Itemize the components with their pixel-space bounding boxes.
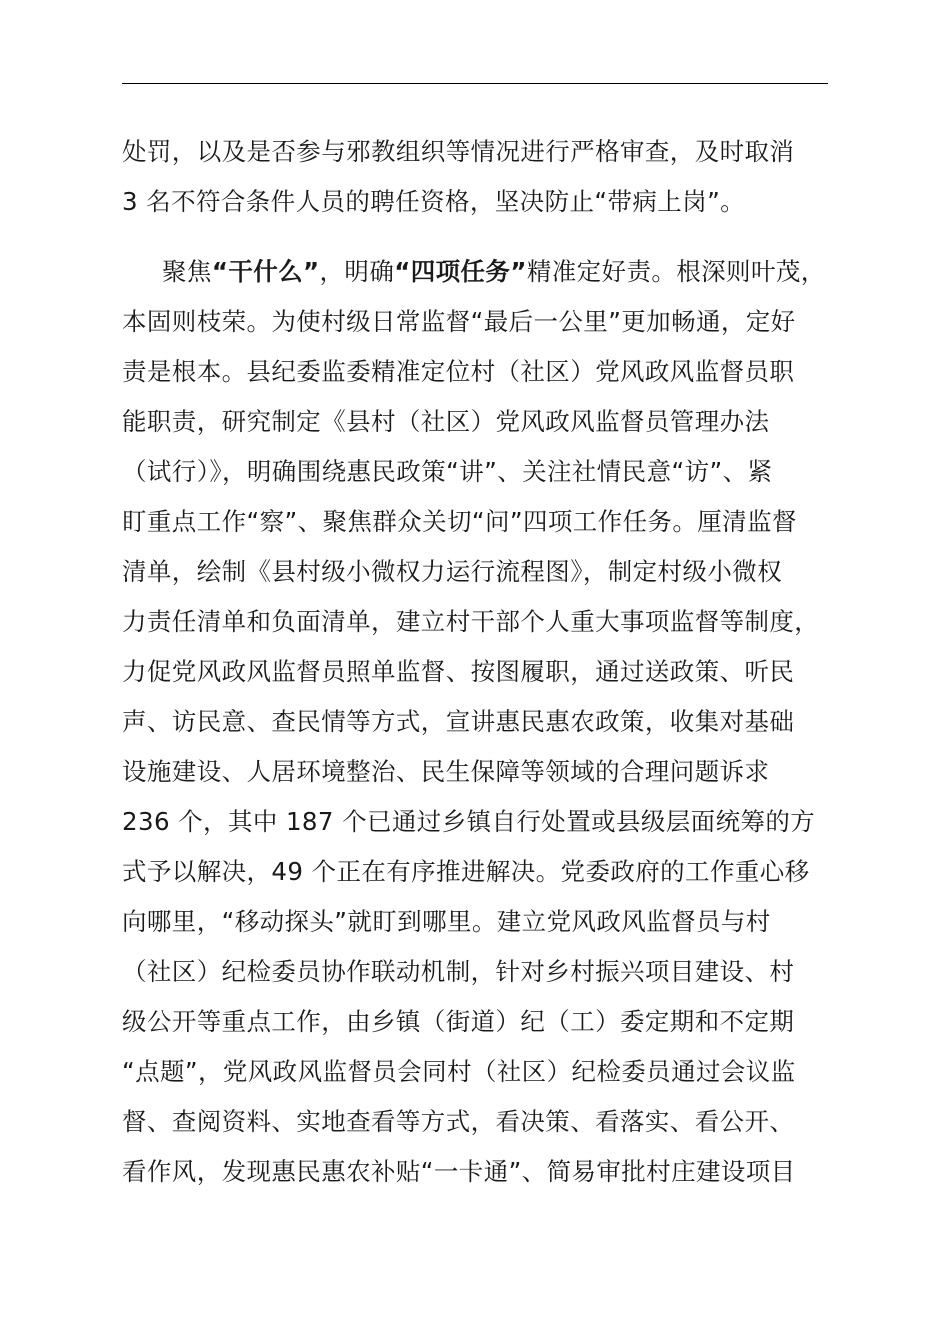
heading-part: 精准定好责。 [526, 257, 677, 286]
text-line: 3 名不符合条件人员的聘任资格，坚决防止“带病上岗”。 [122, 187, 746, 216]
text-line: 盯重点工作“察”、聚焦群众关切“问”四项工作任务。厘清监督 [122, 507, 797, 536]
heading-part: ，明确 [319, 257, 395, 286]
text-line: 力责任清单和负面清单，建立村干部个人重大事项监督等制度， [122, 607, 820, 636]
text-line: 处罚，以及是否参与邪教组织等情况进行严格审查，及时取消 [122, 137, 795, 166]
document-body [122, 127, 830, 1197]
text-line: 能职责，研究制定《县村（社区）党风政风监督员管理办法 [122, 407, 770, 436]
text-line: “点题”，党风政风监督员会同村（社区）纪检委员通过会议监 [122, 1057, 796, 1086]
text-line: （试行）》，明确围绕惠民政策“讲”、关注社情民意“访”、紧 [122, 457, 773, 486]
text-line: 级公开等重点工作，由乡镇（街道）纪（工）委定期和不定期 [122, 1007, 795, 1036]
text-line: 清单，绘制《县村级小微权力运行流程图》，制定村级小微权 [122, 557, 783, 586]
text-line: 向哪里，“移动探头”就盯到哪里。建立党风政风监督员与村 [122, 907, 771, 936]
paragraph-gap [122, 227, 830, 247]
text-line: 督、查阅资料、实地查看等方式，看决策、看落实、看公开、 [122, 1107, 795, 1136]
text-line: 责是根本。县纪委监委精准定位村（社区）党风政风监督员职 [122, 357, 795, 386]
text-line: 236 个，其中 187 个已通过乡镇自行处置或县级层面统筹的方 [122, 807, 816, 836]
paragraph-first-line [122, 247, 830, 297]
text-line: 看作风，发现惠民惠农补贴“一卡通”、简易审批村庄建设项目 [122, 1157, 796, 1186]
text-line: （社区）纪检委员协作联动机制，针对乡村振兴项目建设、村 [122, 957, 795, 986]
text-line: 力促党风政风监督员照单监督、按图履职，通过送政策、听民 [122, 657, 795, 686]
heading-quote-tasks: “四项任务” [394, 257, 527, 286]
text-line: 声、访民意、查民情等方式，宣讲惠民惠农政策，收集对基础 [122, 707, 795, 736]
paragraph-1 [122, 127, 830, 227]
text-line: 式予以解决，49 个正在有序推进解决。党委政府的工作重心移 [122, 857, 810, 886]
text-line: 设施建设、人居环境整治、民生保障等领域的合理问题诉求 [122, 757, 770, 786]
paragraph-2 [122, 247, 830, 1197]
heading-part: 聚焦 [162, 257, 212, 286]
first-line-rest: 根深则叶茂， [676, 257, 826, 286]
heading-quote-what: “干什么” [211, 257, 320, 286]
header-rule [122, 83, 828, 84]
text-line: 本固则枝荣。为使村级日常监督“最后一公里”更加畅通，定好 [122, 307, 796, 336]
